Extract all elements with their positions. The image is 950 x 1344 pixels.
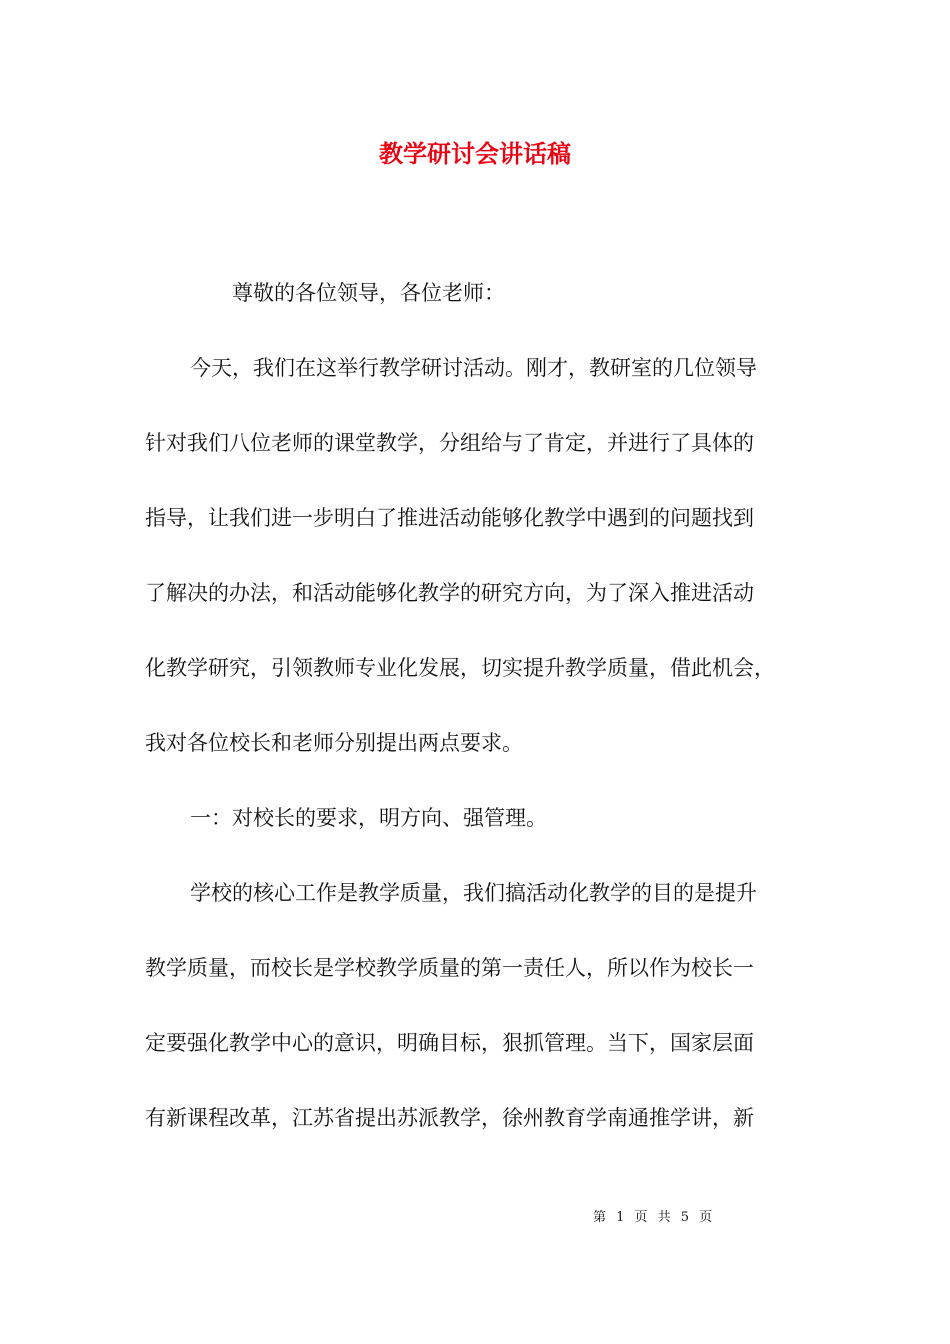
salutation-line: 尊敬的各位领导，各位老师： bbox=[232, 281, 505, 305]
paragraph-line: 定要强化教学中心的意识，明确目标，狠抓管理。当下，国家层面 bbox=[145, 1031, 754, 1055]
document-title: 教学研讨会讲话稿 bbox=[379, 139, 571, 168]
page-number: 第 1 页 共 5 页 bbox=[593, 1210, 716, 1225]
paragraph-line: 有新课程改革，江苏省提出苏派教学，徐州教育学南通推学讲，新 bbox=[145, 1106, 754, 1130]
paragraph-line: 学校的核心工作是教学质量，我们搞活动化教学的目的是提升 bbox=[190, 881, 757, 905]
paragraph-line: 我对各位校长和老师分别提出两点要求。 bbox=[145, 731, 523, 755]
paragraph-line: 指导，让我们进一步明白了推进活动能够化教学中遇到的问题找到 bbox=[145, 506, 754, 530]
paragraph-line: 今天，我们在这举行教学研讨活动。刚才，教研室的几位领导 bbox=[190, 356, 757, 380]
section-heading: 一：对校长的要求，明方向、强管理。 bbox=[190, 806, 547, 830]
paragraph-line: 化教学研究，引领教师专业化发展，切实提升教学质量，借此机会， bbox=[145, 656, 775, 680]
paragraph-line: 针对我们八位老师的课堂教学，分组给与了肯定，并进行了具体的 bbox=[145, 431, 754, 455]
paragraph-line: 了解决的办法，和活动能够化教学的研究方向，为了深入推进活动 bbox=[145, 581, 754, 605]
paragraph-line: 教学质量，而校长是学校教学质量的第一责任人，所以作为校长一 bbox=[145, 956, 754, 980]
